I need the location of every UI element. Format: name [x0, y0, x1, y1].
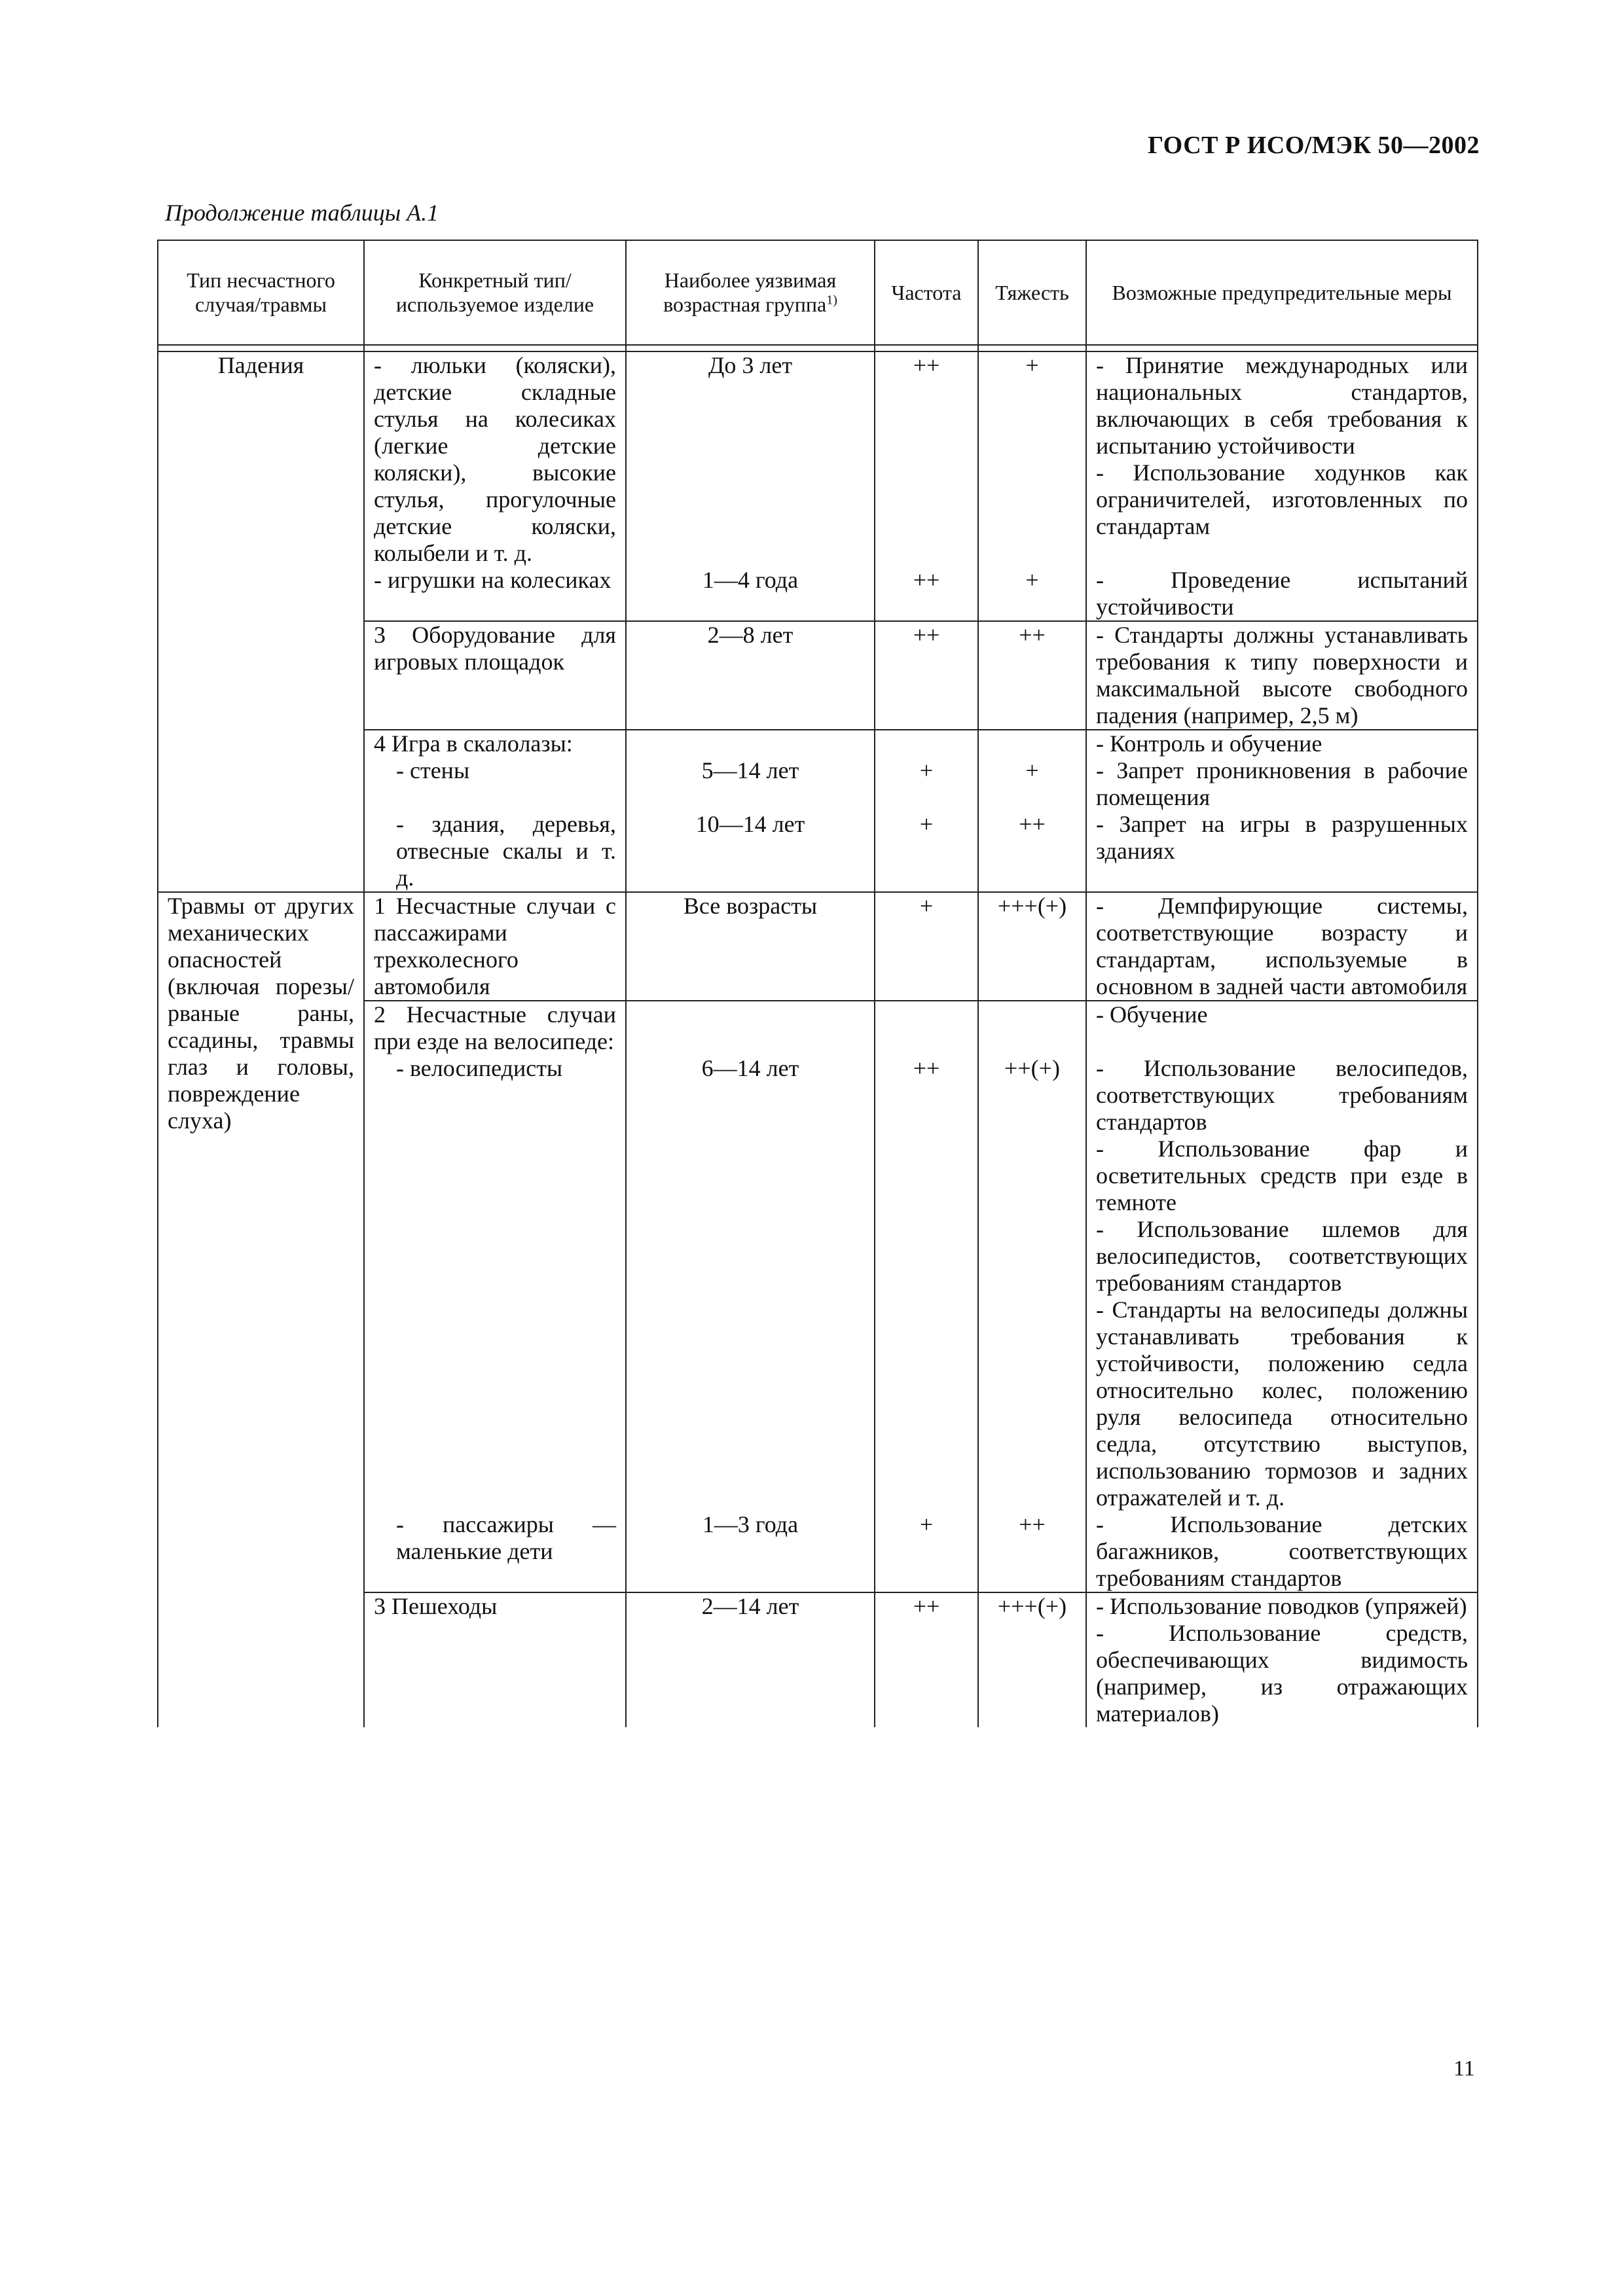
age-cell: [626, 1001, 875, 1055]
age-cell: [626, 730, 875, 757]
item-cell: - игрушки на колесиках: [364, 567, 626, 621]
measures-cell: - Проведение испытаний устойчивости: [1086, 567, 1478, 621]
frequency-cell: [875, 730, 978, 757]
item-cell: 3 Пешеходы: [364, 1592, 626, 1727]
severity-cell: [978, 1001, 1086, 1055]
frequency-cell: ++: [875, 621, 978, 730]
measures-cell: - Обучение: [1086, 1001, 1478, 1055]
age-cell: 1—3 года: [626, 1511, 875, 1592]
col-header-severity: Тяжесть: [978, 240, 1086, 345]
table-row: [158, 892, 1478, 1001]
page-number: 11: [1453, 2056, 1475, 2081]
severity-cell: +: [978, 757, 1086, 811]
item-cell: - люльки (коляски), детские складные стулья на колесиках (легкие детские коляски), высокие стулья, прогулочные детские коляски, колыбели и т. д.: [364, 351, 626, 567]
measures-cell: - Контроль и обучение: [1086, 730, 1478, 757]
frequency-cell: ++: [875, 1592, 978, 1727]
injury-type-cell: Падения: [158, 351, 364, 892]
age-cell: 10—14 лет: [626, 811, 875, 892]
table-header-row: [158, 240, 1478, 345]
severity-cell: ++: [978, 621, 1086, 730]
frequency-cell: +: [875, 757, 978, 811]
measures-cell: - Стандарты должны устанавливать требования к типу поверхности и максимальной высоте свободного падения (например, 2,5 м): [1086, 621, 1478, 730]
frequency-cell: +: [875, 811, 978, 892]
header-separator: [158, 345, 1478, 351]
frequency-cell: ++: [875, 567, 978, 621]
age-footnote-marker: 1): [826, 293, 837, 308]
measures-cell: - Запрет проникновения в рабочие помещения: [1086, 757, 1478, 811]
measures-cell: - Использование поводков (упряжей) - Использование средств, обеспечивающих видимость (например, из отражающих материалов): [1086, 1592, 1478, 1727]
age-cell: До 3 лет: [626, 351, 875, 567]
item-cell: 1 Несчастные случаи с пассажирами трехколесного автомобиля: [364, 892, 626, 1001]
age-cell: 5—14 лет: [626, 757, 875, 811]
item-cell: - пассажиры — маленькие дети: [364, 1511, 626, 1592]
severity-cell: ++(+): [978, 1055, 1086, 1511]
frequency-cell: [875, 1001, 978, 1055]
severity-cell: +++(+): [978, 892, 1086, 1001]
age-cell: 2—14 лет: [626, 1592, 875, 1727]
table-row: [158, 351, 1478, 567]
age-cell: 6—14 лет: [626, 1055, 875, 1511]
measures-cell: - Запрет на игры в разрушенных зданиях: [1086, 811, 1478, 892]
measures-cell: - Использование детских багажников, соответствующих требованиям стандартов: [1086, 1511, 1478, 1592]
col-header-frequency: Частота: [875, 240, 978, 345]
severity-cell: +++(+): [978, 1592, 1086, 1727]
frequency-cell: +: [875, 892, 978, 1001]
hazard-table: [157, 240, 1478, 1727]
injury-type-cell: Травмы от других механических опасностей (включая порезы/рваные раны, ссадины, травмы глаз и головы, повреждение слуха): [158, 892, 364, 1727]
item-cell: 2 Несчастные случаи при езде на велосипеде:: [364, 1001, 626, 1055]
age-cell: 2—8 лет: [626, 621, 875, 730]
table-caption: Продолжение таблицы А.1: [165, 200, 439, 226]
col-header-item: Конкретный тип/используемое изделие: [364, 240, 626, 345]
frequency-cell: ++: [875, 351, 978, 567]
severity-cell: ++: [978, 1511, 1086, 1592]
col-header-measures: Возможные предупредительные меры: [1086, 240, 1478, 345]
item-cell: - велосипедисты: [364, 1055, 626, 1511]
measures-cell: - Демпфирующие системы, соответствующие возрасту и стандартам, используемые в основном в задней части автомобиля: [1086, 892, 1478, 1001]
frequency-cell: ++: [875, 1055, 978, 1511]
age-cell: Все возрасты: [626, 892, 875, 1001]
frequency-cell: +: [875, 1511, 978, 1592]
document-header: ГОСТ Р ИСО/МЭК 50—2002: [1147, 132, 1480, 159]
item-cell: 4 Игра в скалолазы:: [364, 730, 626, 757]
severity-cell: [978, 730, 1086, 757]
severity-cell: +: [978, 567, 1086, 621]
col-header-age: Наиболее уязвимая возрастная группа$^{1)}$: [626, 240, 875, 345]
severity-cell: ++: [978, 811, 1086, 892]
severity-cell: +: [978, 351, 1086, 567]
age-cell: 1—4 года: [626, 567, 875, 621]
item-cell: 3 Оборудование для игровых площадок: [364, 621, 626, 730]
measures-cell: - Использование велосипедов, соответствующих требованиям стандартов - Использование фар и осветительных средств при езде в темноте - Использование шлемов для велосипедистов, соответствующих требованиям стандартов - Стандарты на велосипеды должны устанавливать требования к устойчивости, положению седла относительно колес, положению руля велосипеда относительно седла, отсутствию выступов, использованию тормозов и задних отражателей и т. д.: [1086, 1055, 1478, 1511]
item-cell: - стены: [364, 757, 626, 811]
item-cell: - здания, деревья, отвесные скалы и т. д.: [364, 811, 626, 892]
measures-cell: - Принятие международных или национальных стандартов, включающих в себя требования к испытанию устойчивости - Использование ходунков как ограничителей, изготовленных по стандартам: [1086, 351, 1478, 567]
col-header-type: Тип несчастного случая/травмы: [158, 240, 364, 345]
